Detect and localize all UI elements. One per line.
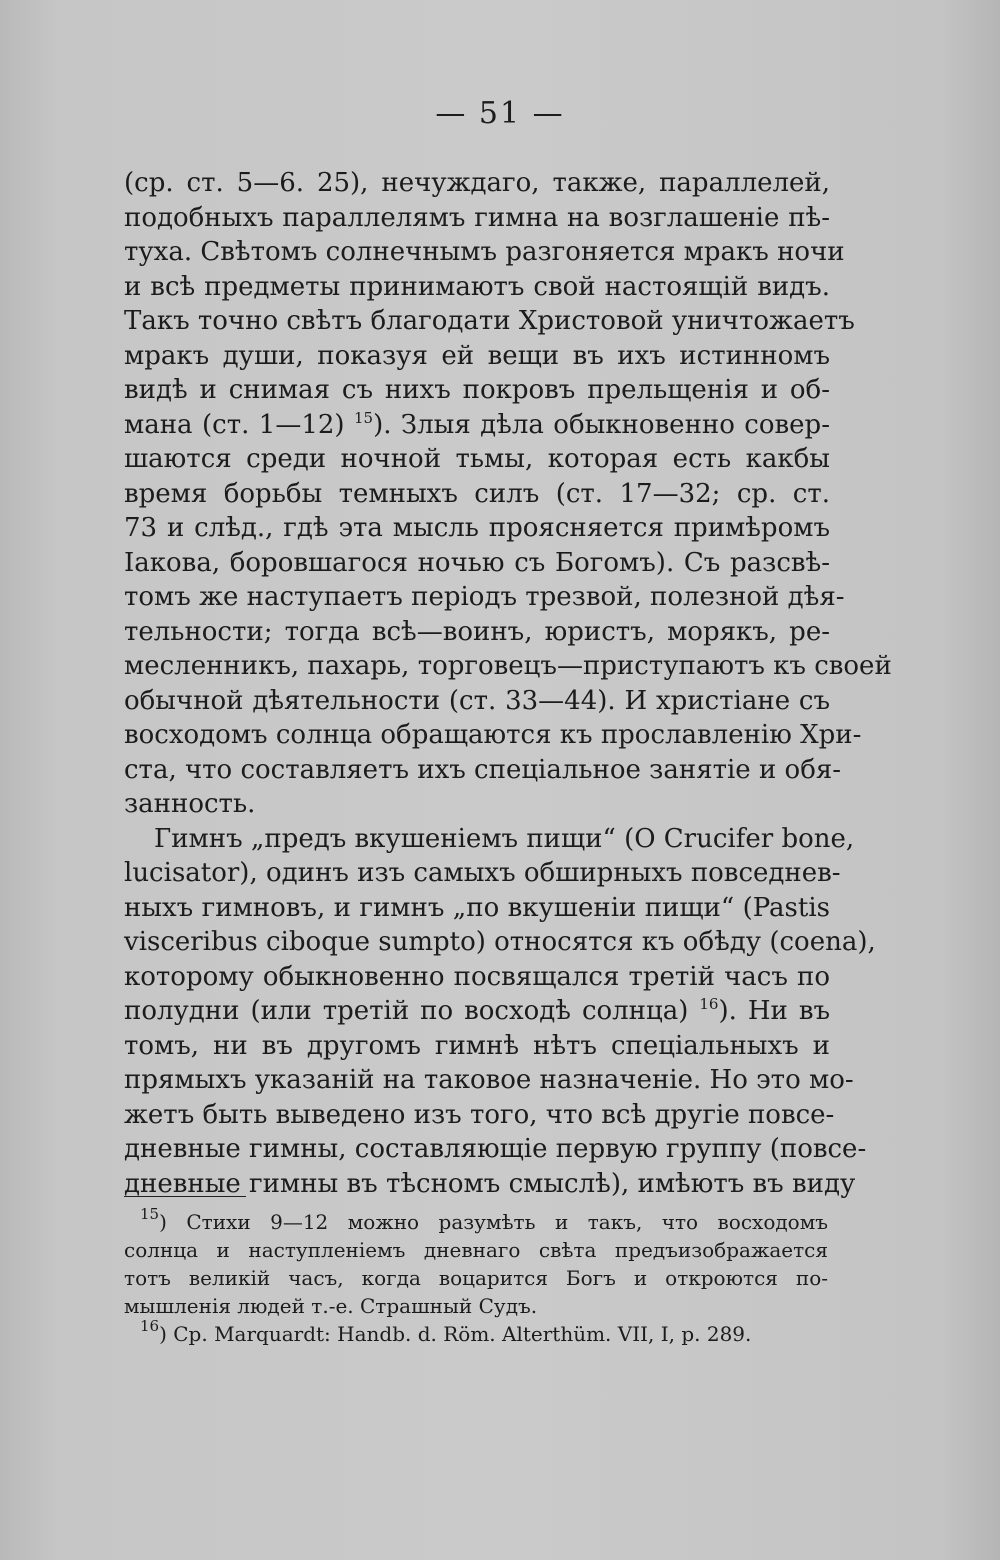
text-line: прямыхъ указаній на таковое назначеніе. Но это мо- xyxy=(124,1065,854,1095)
footnote-divider xyxy=(124,1196,246,1197)
text-line: Такъ точно свѣтъ благодати Христовой уничтожаетъ xyxy=(124,306,855,336)
text-line: жетъ быть выведено изъ того, что всѣ другіе повсе- xyxy=(124,1099,835,1130)
footnote-16 xyxy=(124,1317,828,1348)
text-line: дневные гимны въ тѣсномъ смыслѣ), имѣютъ въ виду xyxy=(124,1168,856,1199)
footnote-text: ) Ср. Marquardt: Handb. d. Röm. Alterthüm. VII, I, p. 289. xyxy=(159,1322,752,1346)
text-segment: ). Ни въ xyxy=(718,996,830,1026)
text-line: которому обыкновенно посвящался третій часъ по xyxy=(124,961,830,992)
text-line: и всѣ предметы принимаютъ свой настоящій видъ. xyxy=(124,271,830,302)
text-line: тельности; тогда всѣ—воинъ, юристъ, морякъ, ре- xyxy=(124,616,830,647)
text-line-with-footnote-ref xyxy=(124,994,830,1029)
text-line: томъ же наступаетъ періодъ трезвой, полезной дѣя- xyxy=(124,582,845,612)
text-line: туха. Свѣтомъ солнечнымъ разгоняется мракъ ночи xyxy=(124,237,845,267)
text-line: время борьбы темныхъ силъ (ст. 17—32; ср. ст. xyxy=(124,478,830,509)
text-line: томъ, ни въ другомъ гимнѣ нѣтъ спеціальныхъ и xyxy=(124,1030,830,1061)
text-segment: ). Злыя дѣла обыкновенно совер- xyxy=(373,409,830,440)
footnote-ref-15[interactable]: 15 xyxy=(353,408,374,427)
text-line-with-footnote-ref xyxy=(124,408,830,443)
text-line: дневные гимны, составляющіе первую группу (повсе- xyxy=(124,1134,867,1164)
page-number: — 51 — xyxy=(435,96,565,131)
footnote-line: тотъ великій часъ, когда воцарится Богъ и откроются по- xyxy=(124,1266,828,1290)
text-line: lucisator), одинъ изъ самыхъ обширныхъ повседнев- xyxy=(124,858,841,888)
footnote-line: мышленія людей т.-е. Страшный Судъ. xyxy=(124,1294,538,1318)
main-text xyxy=(124,166,892,1201)
text-line: занность. xyxy=(124,789,256,819)
text-line: ста, что составляетъ ихъ спеціальное занятіе и обя- xyxy=(124,754,842,785)
footnote-ref-16[interactable]: 16 xyxy=(699,995,719,1013)
text-line: (ср. ст. 5—6. 25), нечуждаго, также, параллелей, xyxy=(124,168,830,198)
text-line: Іакова, боровшагося ночью съ Богомъ). Съ разсвѣ- xyxy=(124,547,830,578)
text-line: обычной дѣятельности (ст. 33—44). И христіане съ xyxy=(124,685,830,716)
text-segment: полудни (или третій по восходѣ солнца) xyxy=(124,996,700,1026)
text-line: подобныхъ параллелямъ гимна на возглашеніе пѣ- xyxy=(124,202,830,233)
text-segment: мана (ст. 1—12) xyxy=(124,409,345,440)
footnote-text: ) Стихи 9—12 можно разумѣть и такъ, что восходомъ xyxy=(159,1210,828,1234)
text-line: восходомъ солнца обращаются къ прославленію Хри- xyxy=(124,720,862,750)
paragraph-start: Гимнъ „предъ вкушеніемъ пищи“ (O Crucifer bone, xyxy=(154,823,855,854)
footnotes xyxy=(124,1205,828,1348)
footnote-15 xyxy=(124,1205,828,1236)
footnote-marker: 16 xyxy=(140,1317,160,1335)
text-line: видѣ и снимая съ нихъ покровъ прельщенія и об- xyxy=(124,375,830,405)
text-line: шаются среди ночной тьмы, которая есть какбы xyxy=(124,444,830,474)
footnote-line: солнца и наступленіемъ дневнаго свѣта предъизображается xyxy=(124,1238,828,1262)
text-line: месленникъ, пахарь, торговецъ—приступаютъ къ своей xyxy=(124,651,892,681)
footnote-marker: 15 xyxy=(140,1205,160,1223)
text-line: мракъ души, показуя ей вещи въ ихъ истинномъ xyxy=(124,340,830,371)
text-line: 73 и слѣд., гдѣ эта мысль проясняется примѣромъ xyxy=(124,513,830,543)
text-line: ныхъ гимновъ, и гимнъ „по вкушеніи пищи“ (Pastis xyxy=(124,892,830,923)
text-line: visceribus ciboque sumpto) относятся къ обѣду (coena), xyxy=(124,927,876,957)
